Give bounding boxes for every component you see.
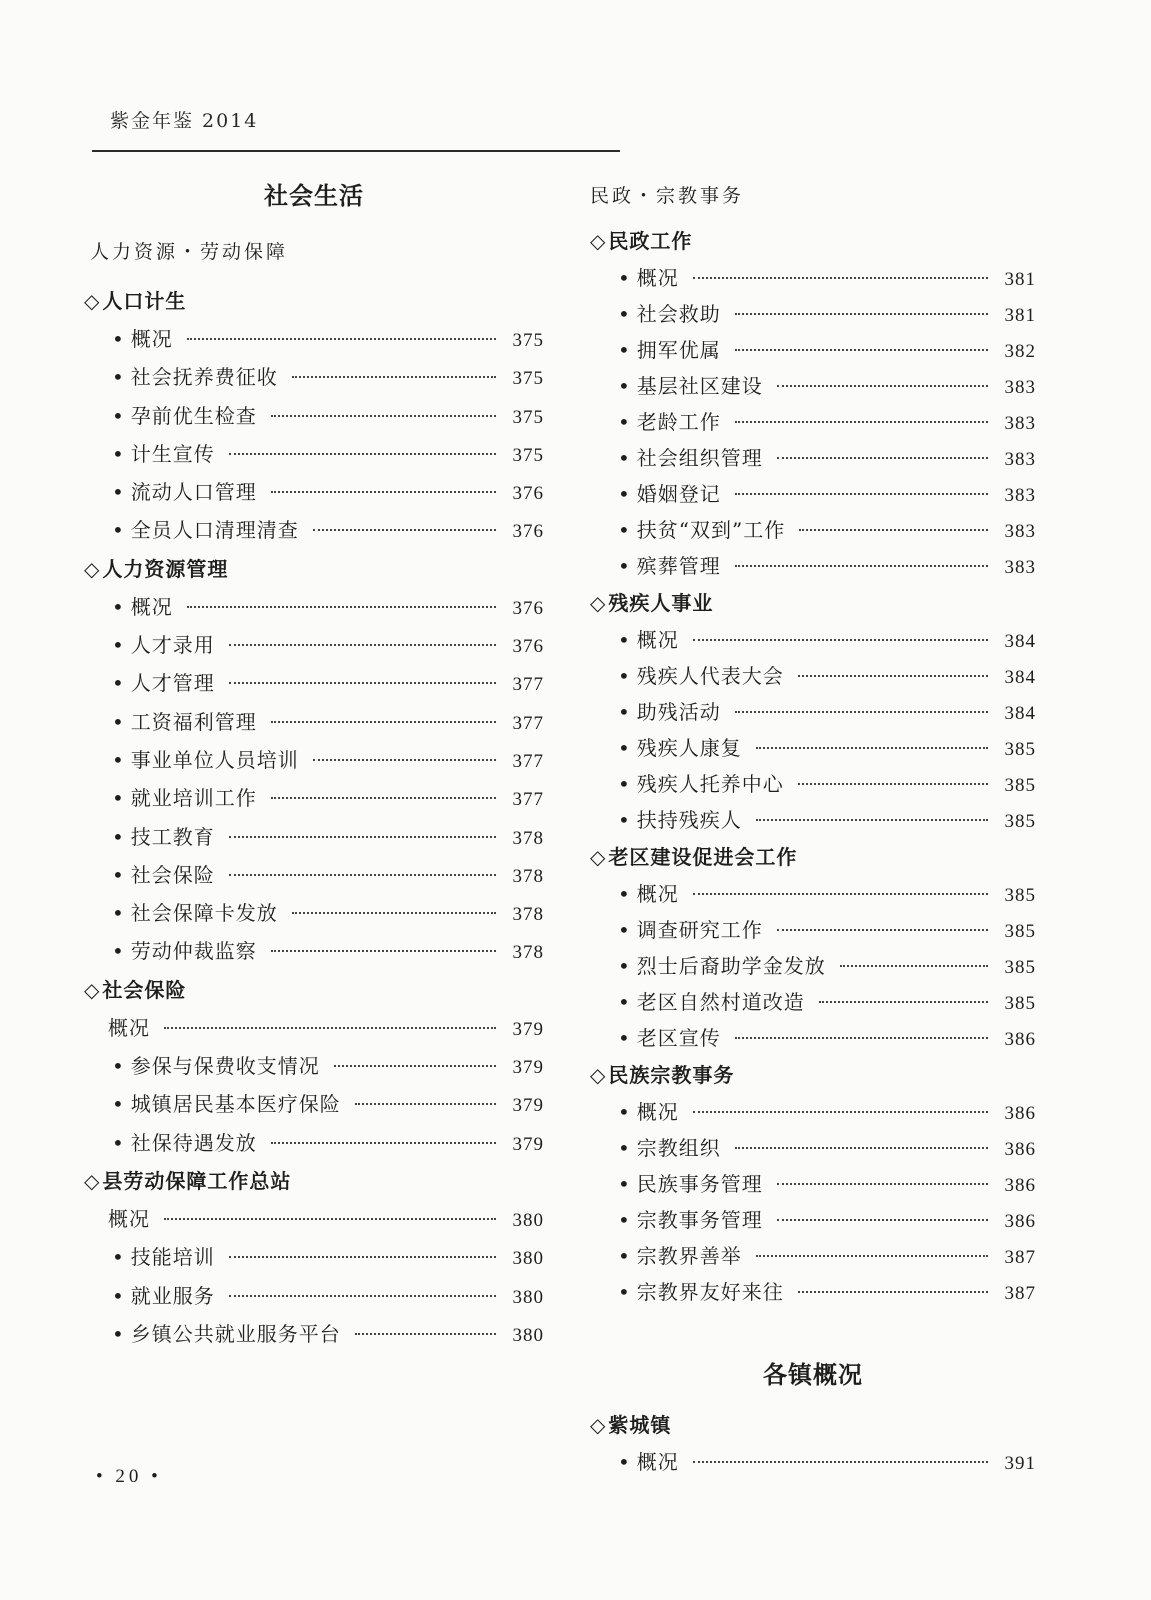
bullet-icon: • [618, 664, 631, 688]
entry-label: 概况 [636, 1450, 679, 1474]
entry-page-number: 385 [1004, 993, 1036, 1014]
dot-leader [735, 313, 988, 315]
toc-entry[interactable] [84, 1277, 544, 1315]
diamond-icon: ◇ [84, 556, 101, 581]
entry-label: 人才录用 [130, 633, 215, 658]
diamond-icon: ◇ [590, 1063, 607, 1087]
bullet-icon: • [112, 327, 125, 351]
entry-page-number: 385 [1004, 739, 1036, 760]
dot-leader [229, 874, 496, 876]
bullet-icon: • [618, 266, 631, 290]
entry-page-number: 386 [1004, 1175, 1036, 1196]
entry-page-number: 375 [512, 368, 544, 390]
entry-page-number: 382 [1004, 341, 1036, 362]
dot-leader [735, 349, 988, 351]
group-heading-text: 社会保险 [102, 977, 187, 1002]
diamond-icon: ◇ [590, 591, 607, 615]
entry-page-number: 385 [1004, 811, 1036, 832]
entry-label: 殡葬管理 [636, 554, 721, 578]
entry-page-number: 381 [1004, 269, 1036, 290]
subsection-heading: 人力资源・劳动保障 [90, 241, 289, 263]
entry-page-number: 386 [1004, 1139, 1036, 1160]
toc-entry[interactable] [84, 511, 544, 549]
toc-entry[interactable] [590, 1130, 1036, 1166]
entry-page-number: 383 [1004, 449, 1036, 470]
bullet-icon: • [112, 901, 125, 926]
dot-leader [735, 711, 988, 713]
toc-entry[interactable] [590, 658, 1036, 694]
toc-entry[interactable] [84, 1238, 544, 1276]
entry-label: 全员人口清理清查 [130, 518, 299, 543]
toc-entry[interactable] [590, 1202, 1036, 1238]
toc-group-heading [590, 222, 1036, 260]
bullet-icon: • [112, 671, 125, 696]
bullet-icon: • [618, 700, 631, 724]
entry-page-number: 375 [512, 406, 544, 428]
toc-entry[interactable] [590, 1274, 1036, 1310]
dot-leader [693, 1111, 988, 1113]
dot-leader [735, 1037, 988, 1039]
entry-page-number: 378 [512, 865, 544, 887]
entry-page-number: 383 [1004, 521, 1036, 542]
dot-leader [229, 836, 496, 838]
dot-leader [229, 682, 496, 684]
toc-entry[interactable] [590, 1444, 1036, 1480]
section-title: 各镇概况 [763, 1360, 863, 1389]
toc-entry[interactable] [590, 476, 1036, 512]
toc-entry[interactable] [590, 948, 1036, 984]
dot-leader [229, 453, 496, 455]
entry-page-number: 375 [512, 330, 544, 351]
bullet-icon: • [618, 1450, 631, 1474]
entry-page-number: 380 [512, 1324, 544, 1346]
toc-entry[interactable] [84, 894, 544, 932]
entry-label: 宗教界善举 [636, 1244, 742, 1268]
entry-page-number: 386 [1004, 1103, 1036, 1124]
entry-label: 婚姻登记 [636, 482, 721, 506]
toc-entry[interactable] [590, 694, 1036, 730]
bullet-icon: • [112, 633, 125, 658]
toc-entry[interactable] [590, 440, 1036, 476]
toc-entry[interactable] [84, 1200, 544, 1238]
entry-label: 流动人口管理 [130, 480, 257, 505]
entry-label: 宗教事务管理 [636, 1208, 763, 1232]
bullet-icon: • [112, 862, 125, 887]
dot-leader [735, 421, 988, 423]
toc-group-heading [590, 1056, 1036, 1094]
entry-label: 助残活动 [636, 700, 721, 724]
toc-entry[interactable] [84, 1009, 544, 1047]
bullet-icon: • [618, 1100, 631, 1124]
bullet-icon: • [618, 374, 631, 398]
entry-label: 扶贫“双到”工作 [636, 518, 786, 542]
bullet-icon: • [112, 441, 125, 466]
group-heading-text: 县劳动保障工作总站 [102, 1168, 292, 1193]
entry-page-number: 375 [512, 444, 544, 466]
entry-label: 老龄工作 [636, 410, 721, 434]
group-heading-text: 民族宗教事务 [608, 1063, 735, 1087]
dot-leader [798, 1291, 988, 1293]
dot-leader [735, 493, 988, 495]
dot-leader [735, 1147, 988, 1149]
toc-entry[interactable] [590, 802, 1036, 838]
entry-label: 工资福利管理 [130, 709, 257, 734]
bullet-icon: • [618, 772, 631, 796]
bullet-icon: • [618, 518, 631, 542]
dot-leader [313, 759, 496, 761]
toc-group-heading [590, 838, 1036, 876]
dot-leader [271, 797, 496, 799]
entry-page-number: 381 [1004, 305, 1036, 326]
entry-label: 扶持残疾人 [636, 808, 742, 832]
dot-leader [799, 529, 988, 531]
entry-page-number: 380 [512, 1209, 544, 1231]
toc-entry[interactable] [84, 588, 544, 626]
entry-page-number: 385 [1004, 957, 1036, 978]
entry-label: 技能培训 [130, 1245, 215, 1270]
dot-leader [798, 675, 988, 677]
dot-leader [756, 747, 988, 749]
entry-page-number: 377 [512, 750, 544, 772]
entry-label: 宗教组织 [636, 1136, 721, 1160]
dot-leader [271, 1142, 496, 1144]
toc-entry[interactable] [84, 473, 544, 511]
group-list [84, 282, 544, 1353]
dot-leader [164, 1027, 496, 1029]
toc-entry[interactable] [84, 397, 544, 435]
toc-entry[interactable] [84, 435, 544, 473]
entry-label: 就业服务 [130, 1283, 215, 1308]
group-heading-text: 人口计生 [102, 289, 187, 313]
toc-entry[interactable] [590, 512, 1036, 548]
toc-entry[interactable] [84, 1047, 544, 1085]
group-heading-text: 紫城镇 [608, 1413, 672, 1437]
entry-label: 概况 [130, 594, 173, 619]
bullet-icon: • [112, 824, 125, 849]
dot-leader [777, 385, 988, 387]
toc-entry[interactable] [84, 1085, 544, 1123]
toc-entry[interactable] [84, 856, 544, 894]
dot-leader [777, 1219, 988, 1221]
toc-entry[interactable] [84, 626, 544, 664]
dot-leader [693, 277, 988, 279]
entry-page-number: 376 [512, 597, 544, 619]
bullet-icon: • [618, 1136, 631, 1160]
dot-leader [735, 565, 988, 567]
toc-group-heading [84, 971, 544, 1009]
bullet-icon: • [618, 990, 631, 1014]
dot-leader [292, 376, 496, 378]
dot-leader [229, 644, 496, 646]
entry-page-number: 376 [512, 636, 544, 658]
toc-group-heading [590, 1406, 1036, 1444]
entry-label: 事业单位人员培训 [130, 747, 299, 772]
bullet-icon: • [112, 786, 125, 811]
entry-label: 烈士后裔助学金发放 [636, 954, 826, 978]
subsection-heading: 民政・宗教事务 [590, 185, 745, 207]
group-heading-text: 残疾人事业 [608, 591, 714, 615]
diamond-icon: ◇ [590, 229, 607, 253]
entry-page-number: 384 [1004, 667, 1036, 688]
group-list [590, 1406, 1036, 1480]
toc-entry[interactable] [84, 779, 544, 817]
entry-page-number: 377 [512, 674, 544, 696]
dot-leader [355, 1103, 496, 1105]
entry-page-number: 379 [512, 1133, 544, 1155]
bullet-icon: • [618, 918, 631, 942]
dot-leader [819, 1001, 988, 1003]
entry-label: 社会救助 [636, 302, 721, 326]
diamond-icon: ◇ [590, 845, 607, 869]
dot-leader [271, 415, 496, 417]
dot-leader [292, 912, 496, 914]
dot-leader [229, 1295, 496, 1297]
bullet-icon: • [112, 1283, 125, 1308]
entry-label: 概况 [636, 266, 679, 290]
entry-label: 就业培训工作 [130, 786, 257, 811]
bullet-icon: • [618, 302, 631, 326]
entry-page-number: 378 [512, 827, 544, 849]
toc-entry[interactable] [590, 296, 1036, 332]
dot-leader [271, 721, 496, 723]
entry-page-number: 384 [1004, 703, 1036, 724]
entry-label: 孕前优生检查 [130, 403, 257, 428]
dot-leader [693, 1461, 988, 1463]
toc-group-heading [84, 550, 544, 588]
group-heading-text: 老区建设促进会工作 [608, 845, 798, 869]
entry-label: 老区宣传 [636, 1026, 721, 1050]
toc-entry[interactable] [590, 404, 1036, 440]
entry-label: 社会组织管理 [636, 446, 763, 470]
entry-label: 残疾人康复 [636, 736, 742, 760]
bullet-icon: • [618, 808, 631, 832]
toc-entry[interactable] [590, 1238, 1036, 1274]
toc-entry[interactable] [590, 368, 1036, 404]
toc-entry[interactable] [590, 766, 1036, 802]
entry-label: 劳动仲裁监察 [130, 939, 257, 964]
toc-entry[interactable] [84, 818, 544, 856]
toc-group-heading [84, 1162, 544, 1200]
bullet-icon: • [112, 403, 125, 428]
bullet-icon: • [112, 939, 125, 964]
bullet-icon: • [618, 482, 631, 506]
toc-entry[interactable] [590, 260, 1036, 296]
entry-page-number: 383 [1004, 557, 1036, 578]
group-heading-text: 人力资源管理 [102, 556, 229, 581]
dot-leader [271, 491, 496, 493]
toc-entry[interactable] [590, 912, 1036, 948]
dot-leader [798, 783, 988, 785]
toc-entry[interactable] [590, 730, 1036, 766]
entry-label: 概况 [636, 882, 679, 906]
toc-entry[interactable] [590, 622, 1036, 658]
toc-entry[interactable] [84, 320, 544, 358]
bullet-icon: • [112, 1054, 125, 1079]
dot-leader [187, 606, 496, 608]
diamond-icon: ◇ [84, 289, 101, 313]
entry-label: 基层社区建设 [636, 374, 763, 398]
entry-page-number: 387 [1004, 1283, 1036, 1304]
entry-label: 社会抚养费征收 [130, 365, 278, 390]
entry-page-number: 379 [512, 1057, 544, 1079]
entry-label: 社会保障卡发放 [130, 901, 278, 926]
bullet-icon: • [112, 1092, 125, 1117]
bullet-icon: • [618, 338, 631, 362]
entry-page-number: 379 [512, 1095, 544, 1117]
toc-entry[interactable] [590, 984, 1036, 1020]
bullet-icon: • [618, 1208, 631, 1232]
entry-label: 参保与保费收支情况 [130, 1054, 320, 1079]
bullet-icon: • [112, 594, 125, 619]
dot-leader [756, 819, 988, 821]
diamond-icon: ◇ [590, 1413, 607, 1437]
dot-leader [840, 965, 988, 967]
toc-left-column [84, 170, 544, 1353]
entry-page-number: 385 [1004, 885, 1036, 906]
bullet-icon: • [618, 446, 631, 470]
entry-label: 城镇居民基本医疗保险 [130, 1092, 341, 1117]
diamond-icon: ◇ [84, 1168, 101, 1193]
toc-entry[interactable] [84, 358, 544, 396]
section-title: 社会生活 [264, 181, 364, 210]
entry-label: 计生宣传 [130, 441, 215, 466]
entry-page-number: 378 [512, 904, 544, 926]
entry-label: 乡镇公共就业服务平台 [130, 1321, 341, 1346]
entry-page-number: 385 [1004, 775, 1036, 796]
entry-label: 人才管理 [130, 671, 215, 696]
entry-label: 社会保险 [130, 862, 215, 887]
diamond-icon: ◇ [84, 977, 101, 1002]
toc-entry[interactable] [84, 664, 544, 702]
entry-page-number: 386 [1004, 1029, 1036, 1050]
entry-label: 宗教界友好来往 [636, 1280, 784, 1304]
entry-label: 老区自然村道改造 [636, 990, 805, 1014]
entry-page-number: 380 [512, 1286, 544, 1308]
bullet-icon: • [618, 1026, 631, 1050]
header-rule [92, 150, 620, 152]
bullet-icon: • [112, 1130, 125, 1155]
entry-label: 概况 [636, 628, 679, 652]
dot-leader [229, 1256, 496, 1258]
entry-label: 残疾人托养中心 [636, 772, 784, 796]
entry-page-number: 383 [1004, 485, 1036, 506]
toc-entry[interactable] [590, 548, 1036, 584]
entry-page-number: 376 [512, 483, 544, 505]
dot-leader [355, 1333, 496, 1335]
entry-label: 技工教育 [130, 824, 215, 849]
bullet-icon: • [112, 709, 125, 734]
entry-page-number: 378 [512, 942, 544, 964]
group-list [590, 222, 1036, 1310]
dot-leader [693, 639, 988, 641]
dot-leader [187, 338, 496, 340]
dot-leader [777, 929, 988, 931]
dot-leader [777, 1183, 988, 1185]
bullet-icon: • [618, 882, 631, 906]
entry-label: 拥军优属 [636, 338, 721, 362]
entry-label: 残疾人代表大会 [636, 664, 784, 688]
entry-label: 概况 [108, 1015, 150, 1040]
entry-label: 社保待遇发放 [130, 1130, 257, 1155]
entry-page-number: 376 [512, 521, 544, 543]
page-number: • 20 • [96, 1466, 162, 1487]
entry-page-number: 384 [1004, 631, 1036, 652]
dot-leader [164, 1218, 496, 1220]
toc-entry[interactable] [590, 876, 1036, 912]
entry-label: 民族事务管理 [636, 1172, 763, 1196]
toc-entry[interactable] [590, 332, 1036, 368]
entry-label: 概况 [108, 1206, 150, 1231]
dot-leader [271, 950, 496, 952]
entry-page-number: 379 [512, 1018, 544, 1040]
entry-label: 概况 [636, 1100, 679, 1124]
bullet-icon: • [618, 736, 631, 760]
entry-page-number: 385 [1004, 921, 1036, 942]
toc-entry[interactable] [590, 1094, 1036, 1130]
toc-right-column [590, 170, 1036, 1480]
bullet-icon: • [112, 1245, 125, 1270]
dot-leader [313, 529, 496, 531]
bullet-icon: • [618, 1280, 631, 1304]
toc-entry[interactable] [84, 1315, 544, 1353]
entry-page-number: 383 [1004, 377, 1036, 398]
bullet-icon: • [618, 554, 631, 578]
entry-page-number: 387 [1004, 1247, 1036, 1268]
group-heading-text: 民政工作 [608, 229, 693, 253]
entry-page-number: 377 [512, 789, 544, 811]
toc-group-heading [84, 282, 544, 320]
toc-entry[interactable] [84, 1124, 544, 1162]
toc-entry[interactable] [590, 1166, 1036, 1202]
entry-page-number: 383 [1004, 413, 1036, 434]
toc-entry[interactable] [84, 741, 544, 779]
toc-entry[interactable] [84, 703, 544, 741]
bullet-icon: • [112, 1321, 125, 1346]
entry-label: 调查研究工作 [636, 918, 763, 942]
bullet-icon: • [618, 410, 631, 434]
dot-leader [756, 1255, 988, 1257]
running-head: 紫金年鉴 2014 [110, 110, 259, 132]
dot-leader [777, 457, 988, 459]
entry-page-number: 386 [1004, 1211, 1036, 1232]
entry-page-number: 380 [512, 1248, 544, 1270]
dot-leader [334, 1065, 496, 1067]
toc-group-heading [590, 584, 1036, 622]
bullet-icon: • [112, 747, 125, 772]
bullet-icon: • [618, 628, 631, 652]
bullet-icon: • [112, 365, 125, 390]
toc-entry[interactable] [590, 1020, 1036, 1056]
bullet-icon: • [618, 1244, 631, 1268]
entry-page-number: 377 [512, 712, 544, 734]
bullet-icon: • [618, 954, 631, 978]
bullet-icon: • [618, 1172, 631, 1196]
toc-entry[interactable] [84, 932, 544, 970]
entry-label: 概况 [130, 327, 173, 351]
dot-leader [693, 893, 988, 895]
entry-page-number: 391 [1004, 1453, 1036, 1474]
bullet-icon: • [112, 518, 125, 543]
bullet-icon: • [112, 480, 125, 505]
